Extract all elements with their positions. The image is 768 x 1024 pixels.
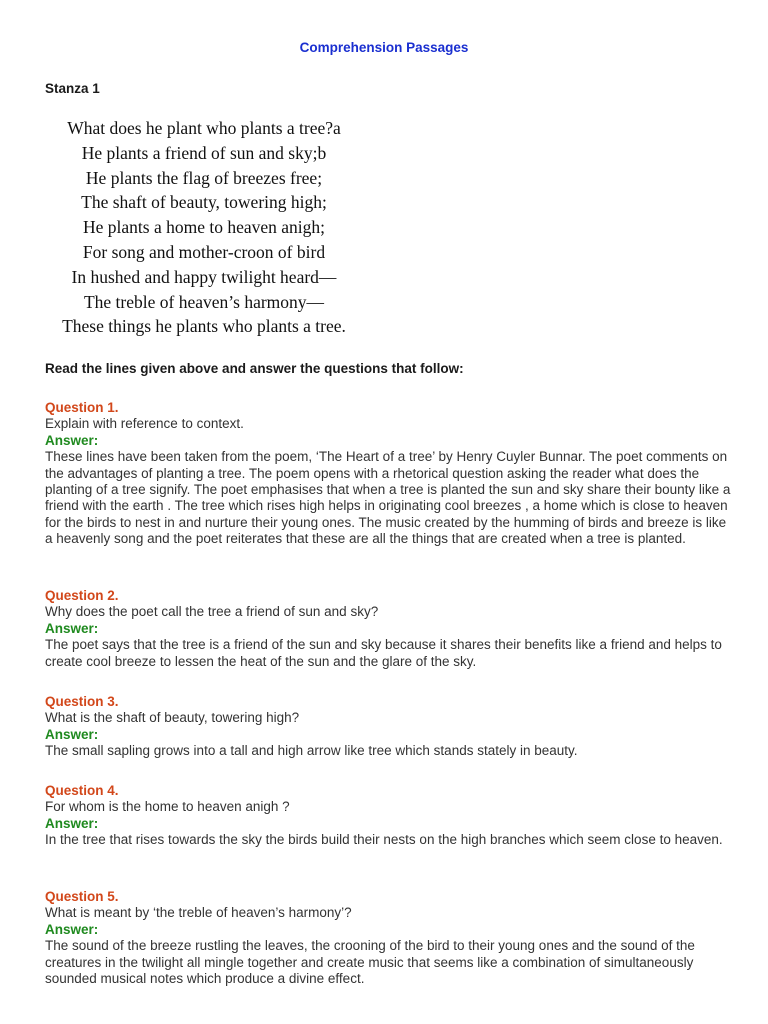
answer-text: The sound of the breeze rustling the leaves, the crooning of the bird to their young ones and the sound of the creatures in the twilight all mingle together and create music that seems like a combination of simultaneously sounded musical notes which produce a divine effect. <box>45 938 695 987</box>
answer-text: In the tree that rises towards the sky the birds build their nests on the high branches which seem close to heaven. <box>45 832 723 848</box>
answer-label: Answer: <box>45 432 99 448</box>
question-heading: Question 5. <box>45 889 119 904</box>
poem-line: In hushed and happy twilight heard— <box>71 266 337 287</box>
instruction-text: Read the lines given above and answer the questions that follow: <box>45 361 464 376</box>
question-block-4 <box>45 783 735 849</box>
poem-line: He plants a home to heaven anigh; <box>82 217 325 238</box>
question-heading: Question 4. <box>45 783 119 798</box>
answer-label: Answer: <box>45 815 99 831</box>
question-heading: Question 1. <box>45 400 119 415</box>
stanza-label: Stanza 1 <box>45 81 100 96</box>
question-text: What is meant by ‘the treble of heaven’s harmony’? <box>45 905 352 921</box>
poem-stanza <box>44 116 364 339</box>
question-text: For whom is the home to heaven anigh ? <box>45 799 290 815</box>
question-heading: Question 3. <box>45 694 119 709</box>
poem-line: What does he plant who plants a tree?a <box>67 118 341 138</box>
poem-line: He plants the flag of breezes free; <box>85 167 323 188</box>
answer-label: Answer: <box>45 620 99 636</box>
page-title: Comprehension Passages <box>299 40 469 55</box>
answer-text: These lines have been taken from the poem, ‘The Heart of a tree’ by Henry Cuyler Bunnar. The poet comments on the advantages of planting a tree. The poem opens with a rhetorical question asking the reader what does the planting of a tree signify. The poet emphasises that when a tree is planted the sun and sky share their bounty like a friend with the earth . The tree which rises high helps in originating cool breezes , a home which is close to heaven for the birds to nest in and nurture their young ones. The music created by the humming of birds and breeze is like a heavenly song and the poet reiterates that these are all the things that are created when a tree is planted. <box>45 449 731 547</box>
question-block-2 <box>45 588 735 670</box>
answer-label: Answer: <box>45 726 99 742</box>
answer-label: Answer: <box>45 921 99 937</box>
poem-line: The shaft of beauty, towering high; <box>81 192 327 213</box>
poem-line: These things he plants who plants a tree. <box>62 316 346 337</box>
question-text: What is the shaft of beauty, towering high? <box>45 710 300 726</box>
poem-line: He plants a friend of sun and sky;b <box>81 142 327 163</box>
answer-text: The poet says that the tree is a friend of the sun and sky because it shares their benefits like a friend and helps to create cool breeze to lessen the heat of the sun and the glare of the sky. <box>45 637 722 669</box>
answer-text: The small sapling grows into a tall and high arrow like tree which stands stately in beauty. <box>45 743 578 759</box>
poem-line: The treble of heaven’s harmony— <box>83 291 325 312</box>
question-block-3 <box>45 694 735 760</box>
poem-line: For song and mother-croon of bird <box>82 241 326 262</box>
question-block-1 <box>45 400 735 548</box>
question-heading: Question 2. <box>45 588 119 603</box>
question-text: Explain with reference to context. <box>45 416 244 432</box>
question-block-5 <box>45 889 735 987</box>
question-text: Why does the poet call the tree a friend of sun and sky? <box>45 604 379 620</box>
